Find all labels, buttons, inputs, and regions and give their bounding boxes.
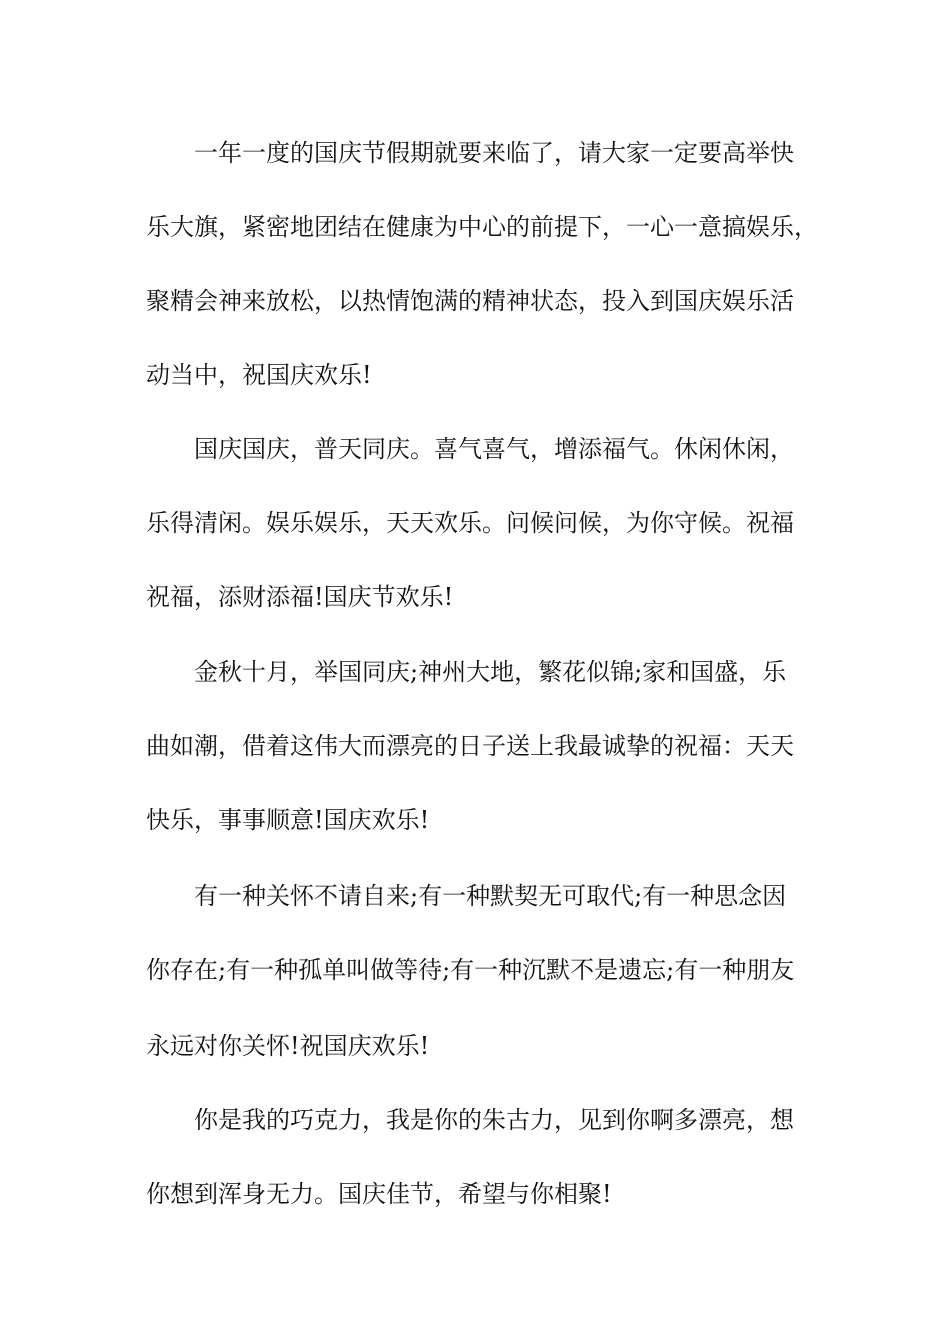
paragraph-line: 祝福，添财添福!国庆节欢乐! (146, 583, 454, 611)
paragraph-line: 一年一度的国庆节假期就要来临了，请大家一定要高举快 (194, 139, 794, 167)
paragraph-line: 乐大旗，紧密地团结在健康为中心的前提下，一心一意搞娱乐， (146, 213, 818, 241)
paragraph-line: 曲如潮，借着这伟大而漂亮的日子送上我最诚挚的祝福：天天 (146, 732, 794, 760)
paragraph-line: 快乐，事事顺意!国庆欢乐! (146, 806, 430, 834)
paragraph-line: 你是我的巧克力，我是你的朱古力，见到你啊多漂亮，想 (194, 1106, 794, 1134)
paragraph-line: 永远对你关怀!祝国庆欢乐! (146, 1032, 430, 1060)
paragraph-line: 有一种关怀不请自来;有一种默契无可取代;有一种思念因 (194, 882, 787, 910)
paragraph-line: 你想到浑身无力。国庆佳节，希望与你相聚! (146, 1180, 612, 1208)
paragraph-line: 动当中，祝国庆欢乐! (146, 361, 372, 389)
paragraph-line: 国庆国庆，普天同庆。喜气喜气，增添福气。休闲休闲， (194, 435, 794, 463)
paragraph-line: 聚精会神来放松，以热情饱满的精神状态，投入到国庆娱乐活 (146, 287, 794, 315)
paragraph-line: 乐得清闲。娱乐娱乐，天天欢乐。问候问候，为你守候。祝福 (146, 509, 794, 537)
paragraph-line: 金秋十月，举国同庆;神州大地，繁花似锦;家和国盛，乐 (194, 658, 787, 686)
paragraph-line: 你存在;有一种孤单叫做等待;有一种沉默不是遗忘;有一种朋友 (146, 956, 795, 984)
